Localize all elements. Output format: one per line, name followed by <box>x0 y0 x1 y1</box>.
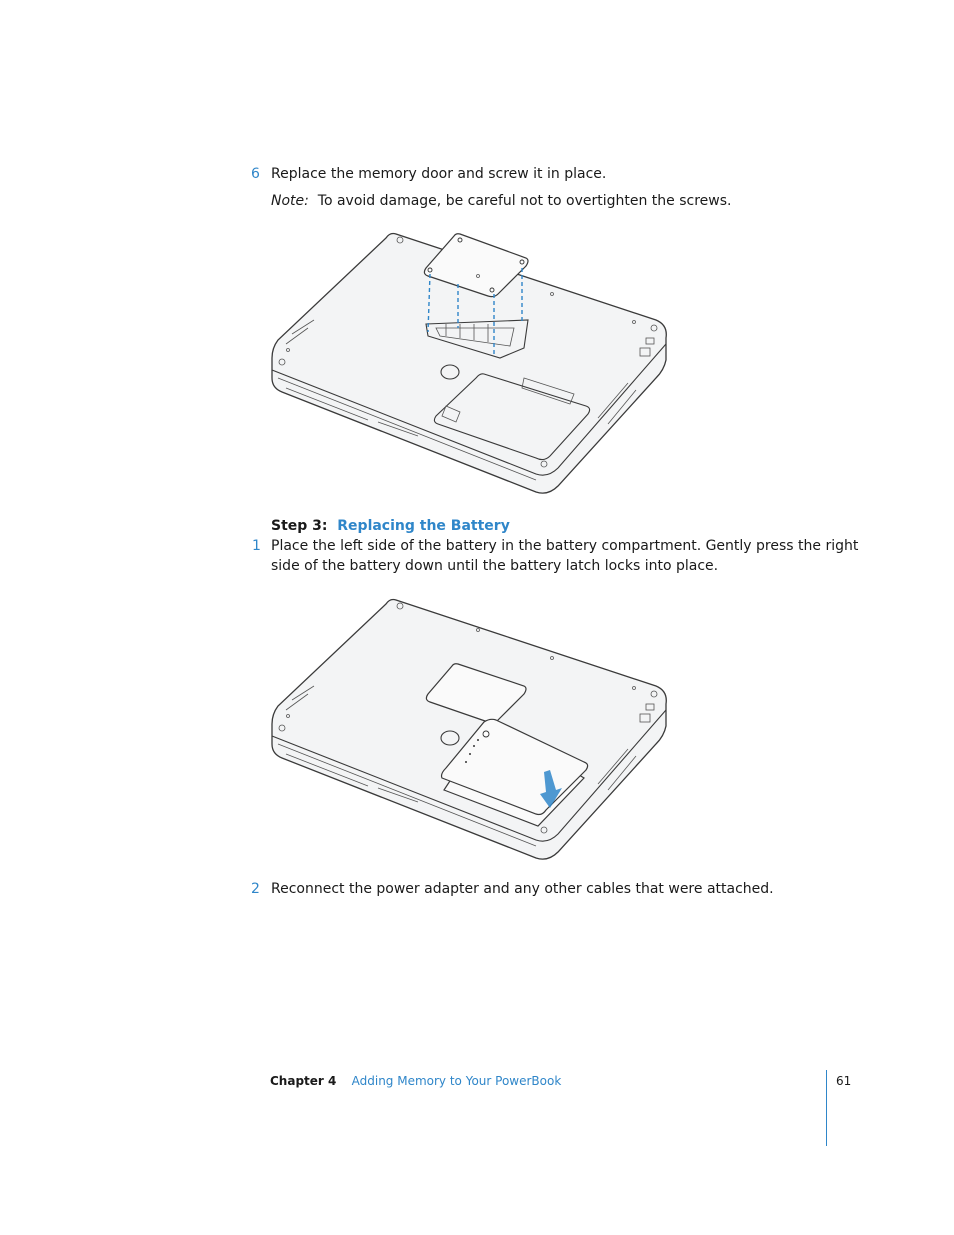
section-heading <box>271 516 510 536</box>
chapter-label: Chapter 4 <box>270 1074 337 1088</box>
footer-rule <box>826 1070 827 1146</box>
note <box>271 191 731 211</box>
battery-illustration <box>268 594 672 866</box>
note-text: To avoid damage, be careful not to overtighten the screws. <box>317 193 732 209</box>
note-label: Note: <box>271 193 309 209</box>
footer-chapter <box>270 1073 561 1089</box>
step-number-1: 1 <box>252 538 261 554</box>
step-6-text: Replace the memory door and screw it in place. <box>271 166 607 182</box>
page-number: 61 <box>836 1074 852 1088</box>
step-1-line-1: Place the left side of the battery in the battery compartment. Gently press the right <box>271 538 859 554</box>
laptop-body <box>272 600 666 860</box>
section-title: Replacing the Battery <box>337 518 510 534</box>
chapter-title: Adding Memory to Your PowerBook <box>351 1074 562 1088</box>
step-label: Step 3: <box>271 518 328 534</box>
screw-icon <box>428 268 432 272</box>
step-number-2: 2 <box>251 881 260 897</box>
screw-icon <box>458 238 462 242</box>
battery-indicator-icon <box>483 731 489 737</box>
screw-icon <box>520 260 524 264</box>
step-1-line-2: side of the battery down until the battery latch locks into place. <box>271 558 719 574</box>
screw-icon <box>490 288 494 292</box>
step-number-6: 6 <box>251 166 260 182</box>
step-2-text: Reconnect the power adapter and any other cables that were attached. <box>271 881 774 897</box>
memory-door-illustration <box>268 228 672 500</box>
